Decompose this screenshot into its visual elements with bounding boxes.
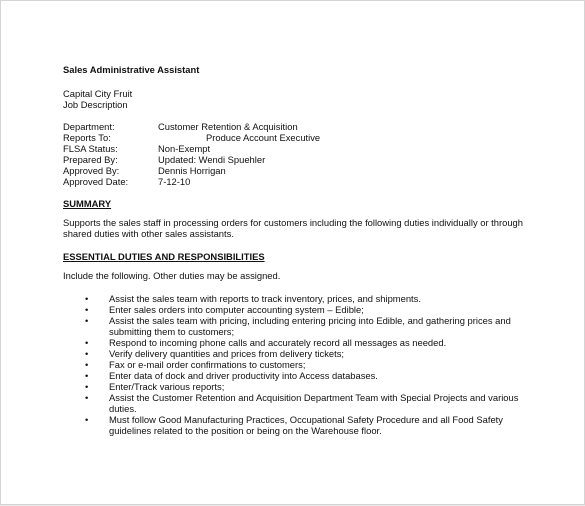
bullet-icon: • <box>85 337 89 348</box>
bullet-icon: • <box>85 315 89 326</box>
field-label: Prepared By: <box>63 154 118 165</box>
field-row-department <box>63 121 543 132</box>
field-value: Updated: Wendi Spuehler <box>158 154 266 165</box>
list-item <box>85 370 525 381</box>
duties-list <box>85 293 525 436</box>
field-row-reports-to <box>63 132 543 143</box>
list-item <box>85 348 525 359</box>
company-name: Capital City Fruit <box>63 88 133 99</box>
bullet-icon: • <box>85 370 89 381</box>
summary-heading: SUMMARY <box>63 198 112 209</box>
duty-text: Enter sales orders into computer accounting system – Edible; <box>109 304 364 315</box>
field-value: 7-12-10 <box>158 176 191 187</box>
bullet-icon: • <box>85 304 89 315</box>
field-label: FLSA Status: <box>63 143 118 154</box>
duty-text: Fax or e-mail order confirmations to customers; <box>109 359 306 370</box>
summary-text: Supports the sales staff in processing orders for customers including the following duties individually or through shared duties with other sales assistants. <box>63 217 523 239</box>
field-label: Approved Date: <box>63 176 129 187</box>
duty-text: Must follow Good Manufacturing Practices, Occupational Safety Procedure and all Food Safety guidelines related to the position or being on the Warehouse floor. <box>109 414 503 436</box>
duty-text: Assist the sales team with pricing, including entering pricing into Edible, and gathering prices and submitting them to customers; <box>109 315 511 337</box>
field-label: Approved By: <box>63 165 120 176</box>
bullet-icon: • <box>85 414 89 425</box>
bullet-icon: • <box>85 381 89 392</box>
duty-text: Enter/Track various reports; <box>109 381 225 392</box>
bullet-icon: • <box>85 348 89 359</box>
list-item <box>85 359 525 370</box>
field-row-approved-date <box>63 176 543 187</box>
field-row-prepared-by <box>63 154 543 165</box>
duty-text: Assist the sales team with reports to track inventory, prices, and shipments. <box>109 293 421 304</box>
field-value: Non-Exempt <box>158 143 211 154</box>
field-label: Reports To: <box>63 132 111 143</box>
duties-intro: Include the following. Other duties may be assigned. <box>63 270 281 281</box>
field-row-flsa-status <box>63 143 543 154</box>
field-value: Dennis Horrigan <box>158 165 226 176</box>
list-item <box>85 414 525 436</box>
job-title: Sales Administrative Assistant <box>63 64 200 75</box>
document-page <box>1 1 584 504</box>
document-subtitle: Job Description <box>63 99 128 110</box>
duty-text: Verify delivery quantities and prices from delivery tickets; <box>109 348 344 359</box>
list-item <box>85 315 525 337</box>
field-label: Department: <box>63 121 115 132</box>
duty-text: Assist the Customer Retention and Acquisition Department Team with Special Projects and various duties. <box>109 392 519 414</box>
list-item <box>85 381 525 392</box>
list-item <box>85 304 525 315</box>
duty-text: Enter data of dock and driver productivity into Access databases. <box>109 370 378 381</box>
duty-text: Respond to incoming phone calls and accurately record all messages as needed. <box>109 337 447 348</box>
list-item <box>85 392 525 414</box>
field-value: Produce Account Executive <box>206 132 321 143</box>
list-item <box>85 337 525 348</box>
bullet-icon: • <box>85 293 89 304</box>
list-item <box>85 293 525 304</box>
duties-heading: ESSENTIAL DUTIES AND RESPONSIBILITIES <box>63 251 265 262</box>
field-row-approved-by <box>63 165 543 176</box>
bullet-icon: • <box>85 392 89 403</box>
field-value: Customer Retention & Acquisition <box>158 121 298 132</box>
info-fields <box>63 121 543 187</box>
bullet-icon: • <box>85 359 89 370</box>
